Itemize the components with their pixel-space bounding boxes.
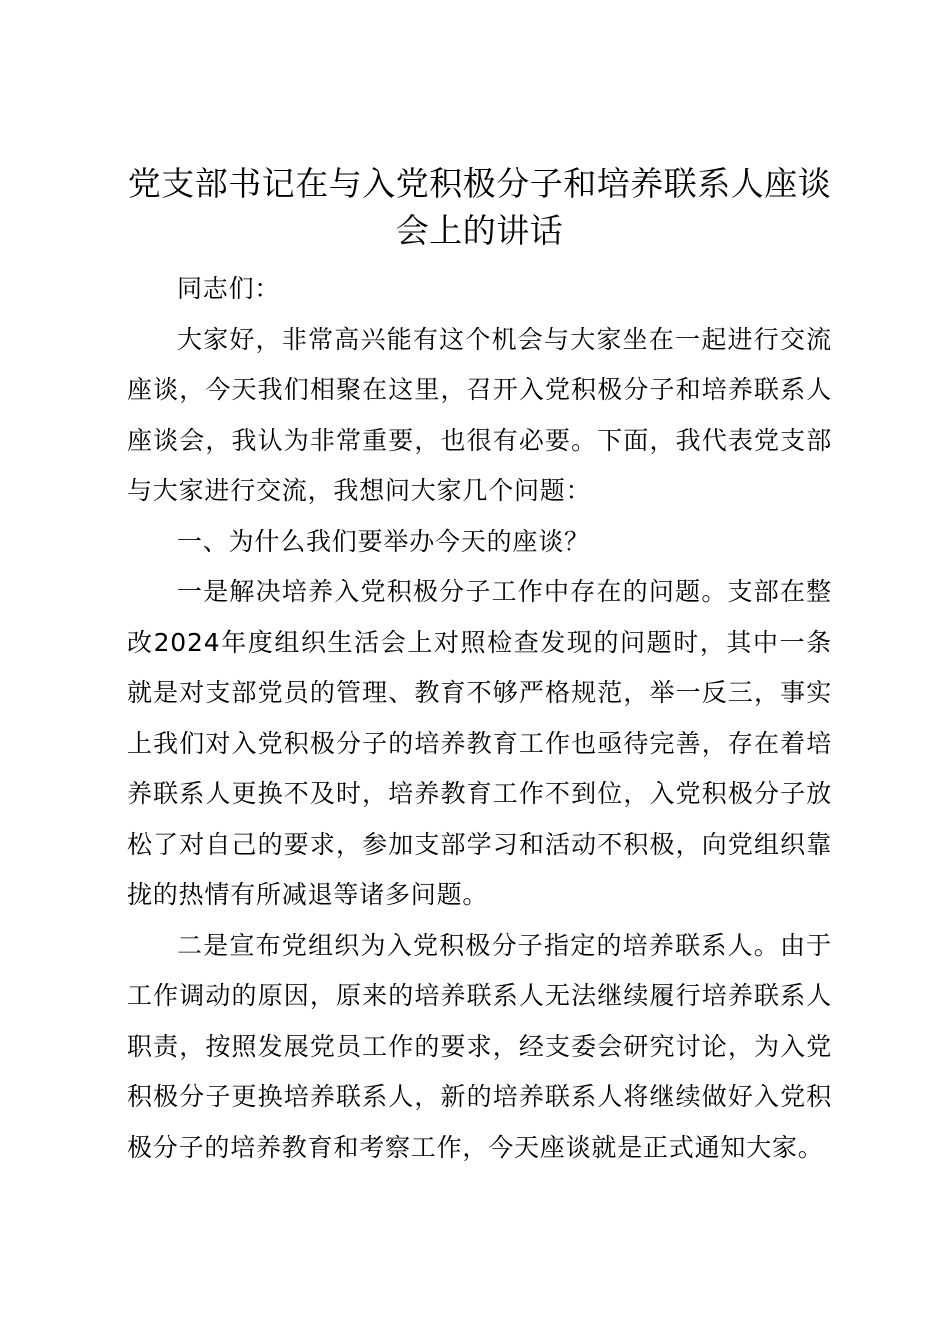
salutation: 同志们： bbox=[177, 274, 281, 303]
document-body bbox=[127, 264, 832, 1173]
paragraph-point-1: 一是解决培养入党积极分子工作中存在的问题。支部在整改2024年度组织生活会上对照检查发现的问题时，其中一条就是对支部党员的管理、教育不够严格规范，举一反三，事实上我们对入党积极分子的培养教育工作也亟待完善，存在着培养联系人更换不及时，培养教育工作不到位，入党积极分子放松了对自己的要求，参加支部学习和活动不积极，向党组织靠拢的热情有所减退等诸多问题。 bbox=[127, 577, 832, 909]
paragraph-point-2: 二是宣布党组织为入党积极分子指定的培养联系人。由于工作调动的原因，原来的培养联系人无法继续履行培养联系人职责，按照发展党员工作的要求，经支委会研究讨论，为入党积极分子更换培养联系人，新的培养联系人将继续做好入党积极分子的培养教育和考察工作，今天座谈就是正式通知大家。 bbox=[127, 930, 832, 1162]
document-page bbox=[127, 160, 832, 1173]
paragraph-intro: 大家好，非常高兴能有这个机会与大家坐在一起进行交流座谈，今天我们相聚在这里，召开入党积极分子和培养联系人座谈会，我认为非常重要，也很有必要。下面，我代表党支部与大家进行交流，我想问大家几个问题： bbox=[127, 324, 832, 505]
document-title: 党支部书记在与入党积极分子和培养联系人座谈会上的讲话 bbox=[127, 164, 832, 250]
section-heading-1: 一、为什么我们要举办今天的座谈？ bbox=[177, 526, 590, 556]
